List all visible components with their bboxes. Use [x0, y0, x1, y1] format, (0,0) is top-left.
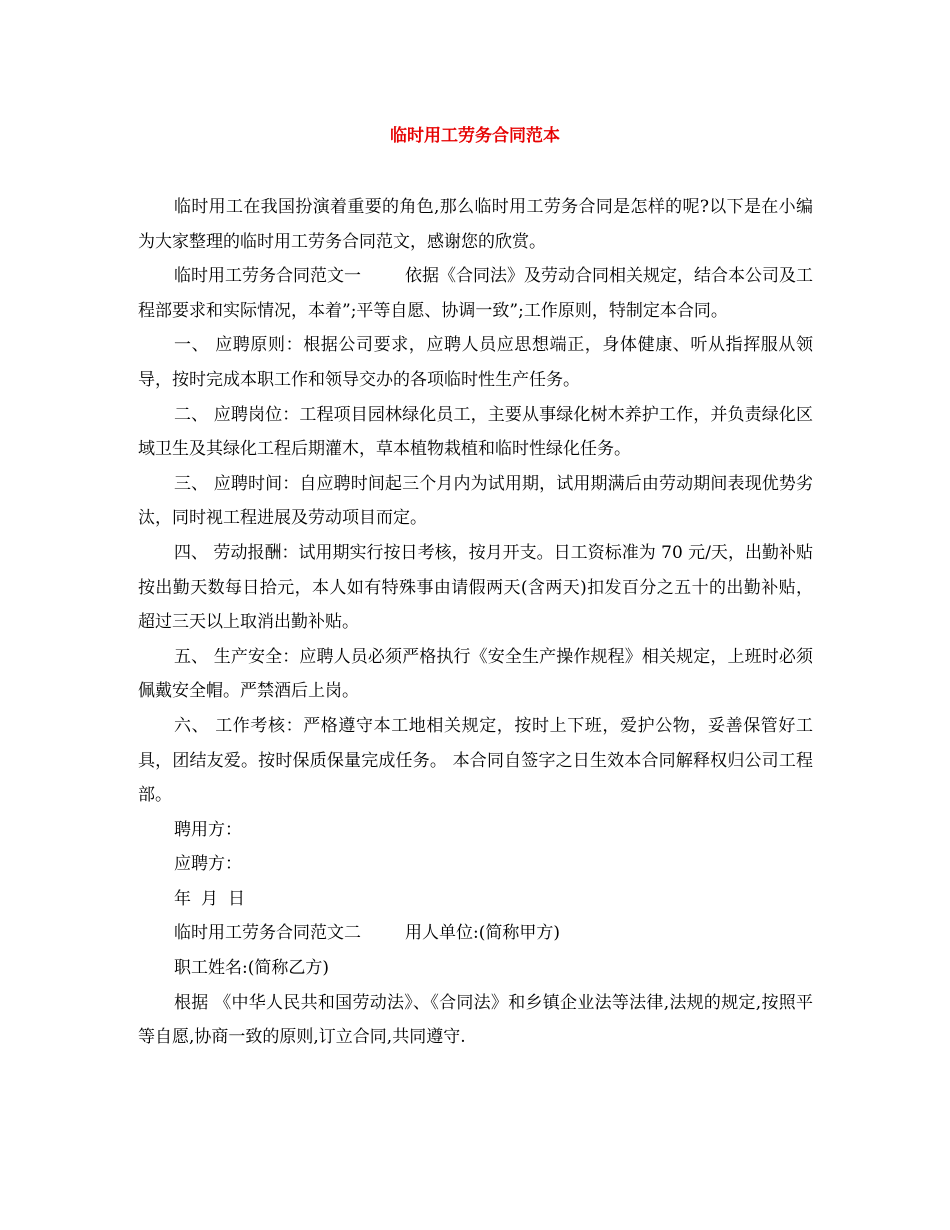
- clause-1: 一、 应聘原则：根据公司要求，应聘人员应思想端正，身体健康、听从指挥服从领导，按时完成本职工作和领导交办的各项临时性生产任务。: [138, 335, 813, 390]
- date-line: [138, 882, 813, 917]
- document-title: 临时用工劳务合同范本: [390, 126, 560, 146]
- document-body: [138, 190, 813, 1055]
- closing-paragraph: 根据 《中华人民共和国劳动法》、《合同法》和乡镇企业法等法律,法规的规定,按照平等自愿,协商一致的原则,订立合同,共同遵守.: [138, 992, 813, 1048]
- date-month: 月: [201, 888, 218, 909]
- clause-5: 五、 生产安全：应聘人员必须严格执行《安全生产操作规程》相关规定，上班时必须佩戴安全帽。严禁酒后上岗。: [138, 646, 813, 702]
- clause-2: 二、 应聘岗位：工程项目园林绿化员工，主要从事绿化树木养护工作，并负责绿化区域卫生及其绿化工程后期灌木，草本植物栽植和临时性绿化任务。: [138, 404, 813, 460]
- sample2-heading: 临时用工劳务合同范文二: [174, 923, 361, 944]
- clause-4: 四、 劳动报酬：试用期实行按日考核，按月开支。日工资标准为 70 元/天，出勤补贴按出勤天数每日拾元，本人如有特殊事由请假两天(含两天)扣发百分之五十的出勤补贴，超过三天以上取消出勤补贴。: [138, 542, 813, 633]
- date-year: 年: [174, 888, 191, 909]
- employee-signature-line: 应聘方：: [174, 854, 242, 875]
- sample2-paragraph: [138, 916, 813, 951]
- sample1-heading: 临时用工劳务合同范文一: [174, 266, 361, 287]
- date-day: 日: [228, 888, 245, 909]
- employer-signature-line: 聘用方：: [174, 819, 242, 840]
- sample2-unit: 用人单位:(简称甲方): [405, 923, 560, 944]
- intro-paragraph: 临时用工在我国扮演着重要的角色,那么临时用工劳务合同是怎样的呢?以下是在小编为大家整理的临时用工劳务合同范文，感谢您的欣赏。: [138, 197, 813, 252]
- clause-3: 三、 应聘时间：自应聘时间起三个月内为试用期，试用期满后由劳动期间表现优势劣汰，同时视工程进展及劳动项目而定。: [138, 473, 813, 529]
- worker-name-line: 职工姓名:(简称乙方): [174, 958, 329, 979]
- sample1-preamble: 依据《合同法》及劳动合同相关规定，结合本公司及工程部要求和实际情况，本着”;平等自愿、协调一致”;工作原则，特制定本合同。: [138, 266, 813, 321]
- sample1-paragraph: [138, 259, 813, 328]
- clause-6: 六、 工作考核：严格遵守本工地相关规定，按时上下班，爱护公物，妥善保管好工具，团结友爱。按时保质保量完成任务。 本合同自签字之日生效本合同解释权归公司工程部。: [138, 715, 813, 806]
